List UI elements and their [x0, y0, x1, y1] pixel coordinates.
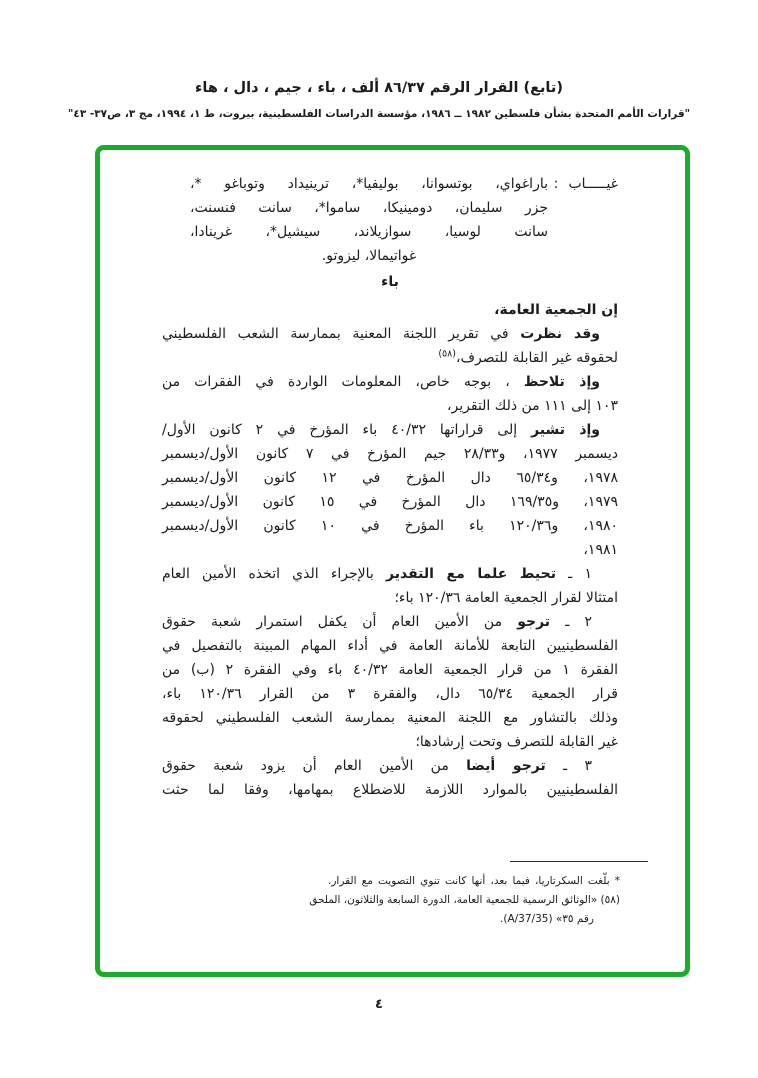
paragraph-having-considered	[162, 322, 618, 370]
resolution-frame	[95, 145, 690, 977]
footnote-separator	[510, 861, 648, 862]
body-line	[162, 562, 618, 586]
text-segment: * بلّغت السكرتاريا، فيما بعد، أنها كانت تنوي التصويت مع القرار.	[328, 875, 620, 887]
footnote-line	[328, 910, 620, 929]
text-segment: ديسمبر ١٩٧٧، و٢٨/٣٣ جيم المؤرخ في ٧ كانون الأول/ديسمبر	[162, 446, 618, 462]
absentees-block	[162, 172, 618, 268]
text-segment: ، بوجه خاص، المعلومات الواردة في الفقرات من	[162, 374, 524, 390]
body-line	[162, 514, 618, 538]
paragraph-recalling-resolutions	[162, 418, 618, 562]
absentees-label: غيـــــاب	[568, 176, 618, 192]
footnote-line	[328, 872, 620, 891]
resolution-text-block	[162, 172, 618, 802]
body-line	[162, 634, 618, 658]
body-line	[162, 610, 618, 634]
body-line	[162, 682, 618, 706]
text-segment: سانت لوسيا، سوازيلاند، سيشيل*، غرينادا،	[190, 224, 548, 240]
text-segment: ٢ ـ	[550, 614, 592, 630]
page-number: ٤	[375, 997, 383, 1012]
text-segment: ١٠٣ إلى ١١١ من ذلك التقرير،	[447, 398, 618, 414]
absentees-line	[190, 220, 548, 244]
text-segment: من الأمين العام أن يزود شعبة حقوق	[162, 758, 467, 774]
body-line	[162, 730, 618, 754]
text-segment: غواتيمالا، ليزوتو.	[321, 248, 417, 264]
text-segment: (٥٨) «الوثائق الرسمية للجمعية العامة، الدورة السابعة والثلاثون، الملحق	[309, 894, 620, 906]
body-line	[162, 442, 618, 466]
body-line	[162, 754, 618, 778]
emphasized-text: ترجو	[517, 614, 551, 630]
text-segment: الفلسطينيين التابعة للأمانة العامة في أداء المهام المبينة بالتفصيل في	[162, 638, 618, 654]
text-segment: غير القابلة للتصرف وتحت إرشادها؛	[415, 734, 618, 750]
paragraph-opening	[162, 298, 618, 322]
text-segment: قرار الجمعية ٦٥/٣٤ دال، والفقرة ٣ من القرار ١٢٠/٣٦ باء،	[162, 686, 618, 702]
footnote-line	[309, 891, 620, 910]
paragraph-noting	[162, 370, 618, 418]
absentees-list	[162, 172, 548, 268]
text-segment: ١٩٨٠، و١٢٠/٣٦ باء المؤرخ في ١٠ كانون الأول/ديسمبر	[162, 518, 619, 534]
emphasized-text: ترجو أيضا	[466, 758, 546, 774]
text-segment: جزر سليمان، دومينيكا، ساموا*، سانت فنسنت،	[190, 200, 548, 216]
text-segment: ١٩٧٩، و١٦٩/٣٥ دال المؤرخ في ١٥ كانون الأول/ديسمبر	[162, 494, 618, 510]
body-line	[162, 370, 618, 394]
text-segment: ٣ ـ	[545, 758, 592, 774]
text-segment: بالإجراء الذي اتخذه الأمين العام	[162, 566, 387, 582]
absentees-line	[190, 196, 548, 220]
body-line	[162, 706, 618, 730]
emphasized-text: وقد نظرت	[520, 326, 600, 342]
body-line	[162, 490, 618, 514]
body-line	[162, 466, 618, 490]
text-segment: الفقرة ١ من قرار الجمعية العامة ٤٠/٣٢ باء وفي الفقرة ٢ (ب) من	[162, 662, 618, 678]
text-segment: ١٩٨١،	[583, 542, 618, 558]
text-segment: باراغواي، بوتسوانا، بوليفيا*، ترينيداد وتوباغو *،	[190, 176, 548, 192]
text-segment: من الأمين العام أن يكفل استمرار شعبة حقوق	[162, 614, 518, 630]
page-header-title: (تابع) القرار الرقم ٨٦/٣٧ ألف ، باء ، جيم ، دال ، هاء	[195, 80, 563, 96]
body-line	[162, 298, 618, 322]
text-segment: امتثالا لقرار الجمعية العامة ١٢٠/٣٦ باء؛	[394, 590, 618, 606]
paragraph-operative-2	[162, 610, 618, 754]
body-line	[162, 394, 618, 418]
emphasized-text: إن الجمعية العامة،	[494, 302, 618, 318]
text-segment: الفلسطينيين بالموارد اللازمة للاضطلاع بمهامها، وفقا لما حثت	[162, 782, 618, 798]
footnotes	[309, 872, 620, 929]
body-line	[162, 418, 618, 442]
page-source-citation: "قرارات الأمم المتحدة بشأن فلسطين ١٩٨٢ ــ ١٩٨٦، مؤسسة الدراسات الفلسطينية، بيروت، ط ١، ١٩٩٤، مج ٣، ص٣٧- ٤٣"	[67, 108, 691, 120]
body-line	[162, 586, 618, 610]
text-segment: وذلك بالتشاور مع اللجنة المعنية بممارسة الشعب الفلسطيني لحقوقه	[162, 710, 618, 726]
absentees-line	[190, 172, 548, 196]
body-line	[162, 322, 618, 346]
text-segment: لحقوقه غير القابلة للتصرف،	[456, 350, 618, 366]
text-segment: ١٩٧٨، و٦٥/٣٤ دال المؤرخ في ١٢ كانون الأول/ديسمبر	[162, 470, 618, 486]
paragraph-operative-1	[162, 562, 618, 610]
emphasized-text: وإذ تلاحظ	[523, 374, 600, 390]
body-line	[162, 346, 618, 370]
text-segment: رقم ٣٥» (A/37/35).	[500, 913, 594, 925]
body-line	[162, 778, 618, 802]
body-line	[162, 538, 618, 562]
footnote-reference: (٥٨)	[438, 348, 456, 360]
resolution-body	[162, 298, 618, 802]
text-segment: ١ ـ	[555, 566, 592, 582]
absentees-line	[190, 244, 548, 268]
emphasized-text: وإذ تشير	[531, 422, 601, 438]
absentees-colon: :	[553, 176, 559, 192]
paragraph-operative-3	[162, 754, 618, 802]
text-segment: في تقرير اللجنة المعنية بممارسة الشعب الفلسطيني	[162, 326, 521, 342]
emphasized-text: تحيط علما مع التقدير	[386, 566, 556, 582]
text-segment: إلى قراراتها ٤٠/٣٢ باء المؤرخ في ٢ كانون الأول/	[162, 422, 532, 438]
section-heading-b: باء	[381, 274, 399, 290]
body-line	[162, 658, 618, 682]
